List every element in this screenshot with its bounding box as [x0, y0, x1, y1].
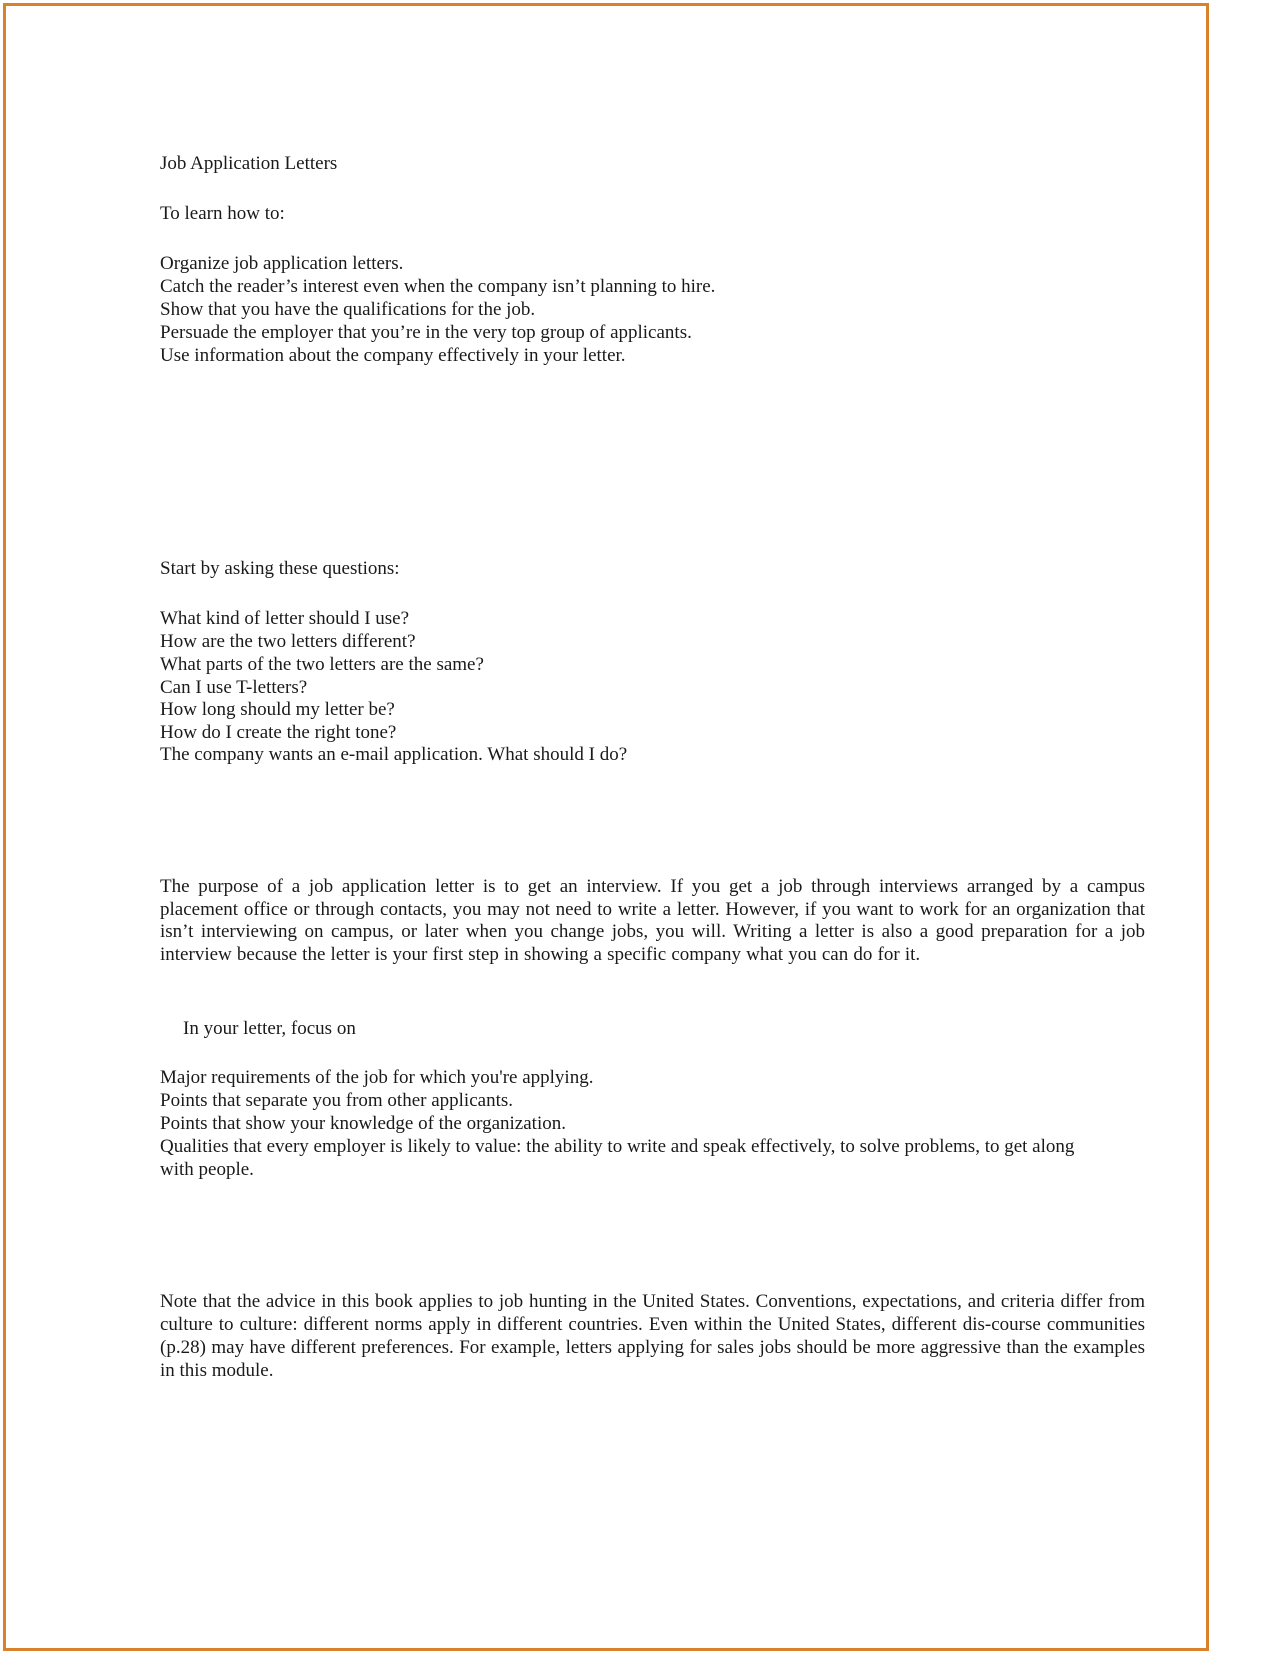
- question-item: How are the two letters different?: [160, 631, 416, 652]
- question-item: How do I create the right tone?: [160, 722, 397, 743]
- page-frame: [3, 3, 1209, 1651]
- question-item: How long should my letter be?: [160, 699, 395, 720]
- questions-intro: Start by asking these questions:: [160, 558, 400, 579]
- question-item: Can I use T-letters?: [160, 677, 308, 698]
- focus-intro: In your letter, focus on: [183, 1018, 356, 1039]
- purpose-paragraph: The purpose of a job application letter is to get an interview. If you get a job through interviews arranged by a campus placement office or through contacts, you may not need to write a letter. However, if you want to work for an organization that isn’t interviewing on campus, or later when you change jobs, you will. Writing a letter is also a good preparation for a job interview because the letter is your first step in showing a specific company what you can do for it.: [160, 876, 1145, 965]
- learn-item: Show that you have the qualifications for the job.: [160, 299, 536, 320]
- question-item: The company wants an e-mail application. What should I do?: [160, 744, 628, 765]
- learn-item: Organize job application letters.: [160, 253, 404, 274]
- focus-item: Points that separate you from other applicants.: [160, 1090, 513, 1111]
- learn-item: Persuade the employer that you’re in the very top group of applicants.: [160, 322, 692, 343]
- learn-intro: To learn how to:: [160, 203, 285, 224]
- question-item: What parts of the two letters are the same?: [160, 654, 484, 675]
- focus-item: Points that show your knowledge of the organization.: [160, 1113, 566, 1134]
- learn-item: Catch the reader’s interest even when the company isn’t planning to hire.: [160, 276, 716, 297]
- note-paragraph: Note that the advice in this book applies to job hunting in the United States. Conventions, expectations, and criteria differ from culture to culture: different norms apply in different countries. Even within the United States, different dis-course communities (p.28) may have different preferences. For example, letters applying for sales jobs should be more aggressive than the examples in this module.: [160, 1291, 1145, 1381]
- question-item: What kind of letter should I use?: [160, 608, 410, 629]
- learn-item: Use information about the company effectively in your letter.: [160, 345, 626, 366]
- focus-item: Major requirements of the job for which you're applying.: [160, 1067, 594, 1088]
- document-title: Job Application Letters: [160, 153, 338, 174]
- focus-item: Qualities that every employer is likely to value: the ability to write and speak effectively, to solve problems, to get along with people.: [160, 1136, 1075, 1180]
